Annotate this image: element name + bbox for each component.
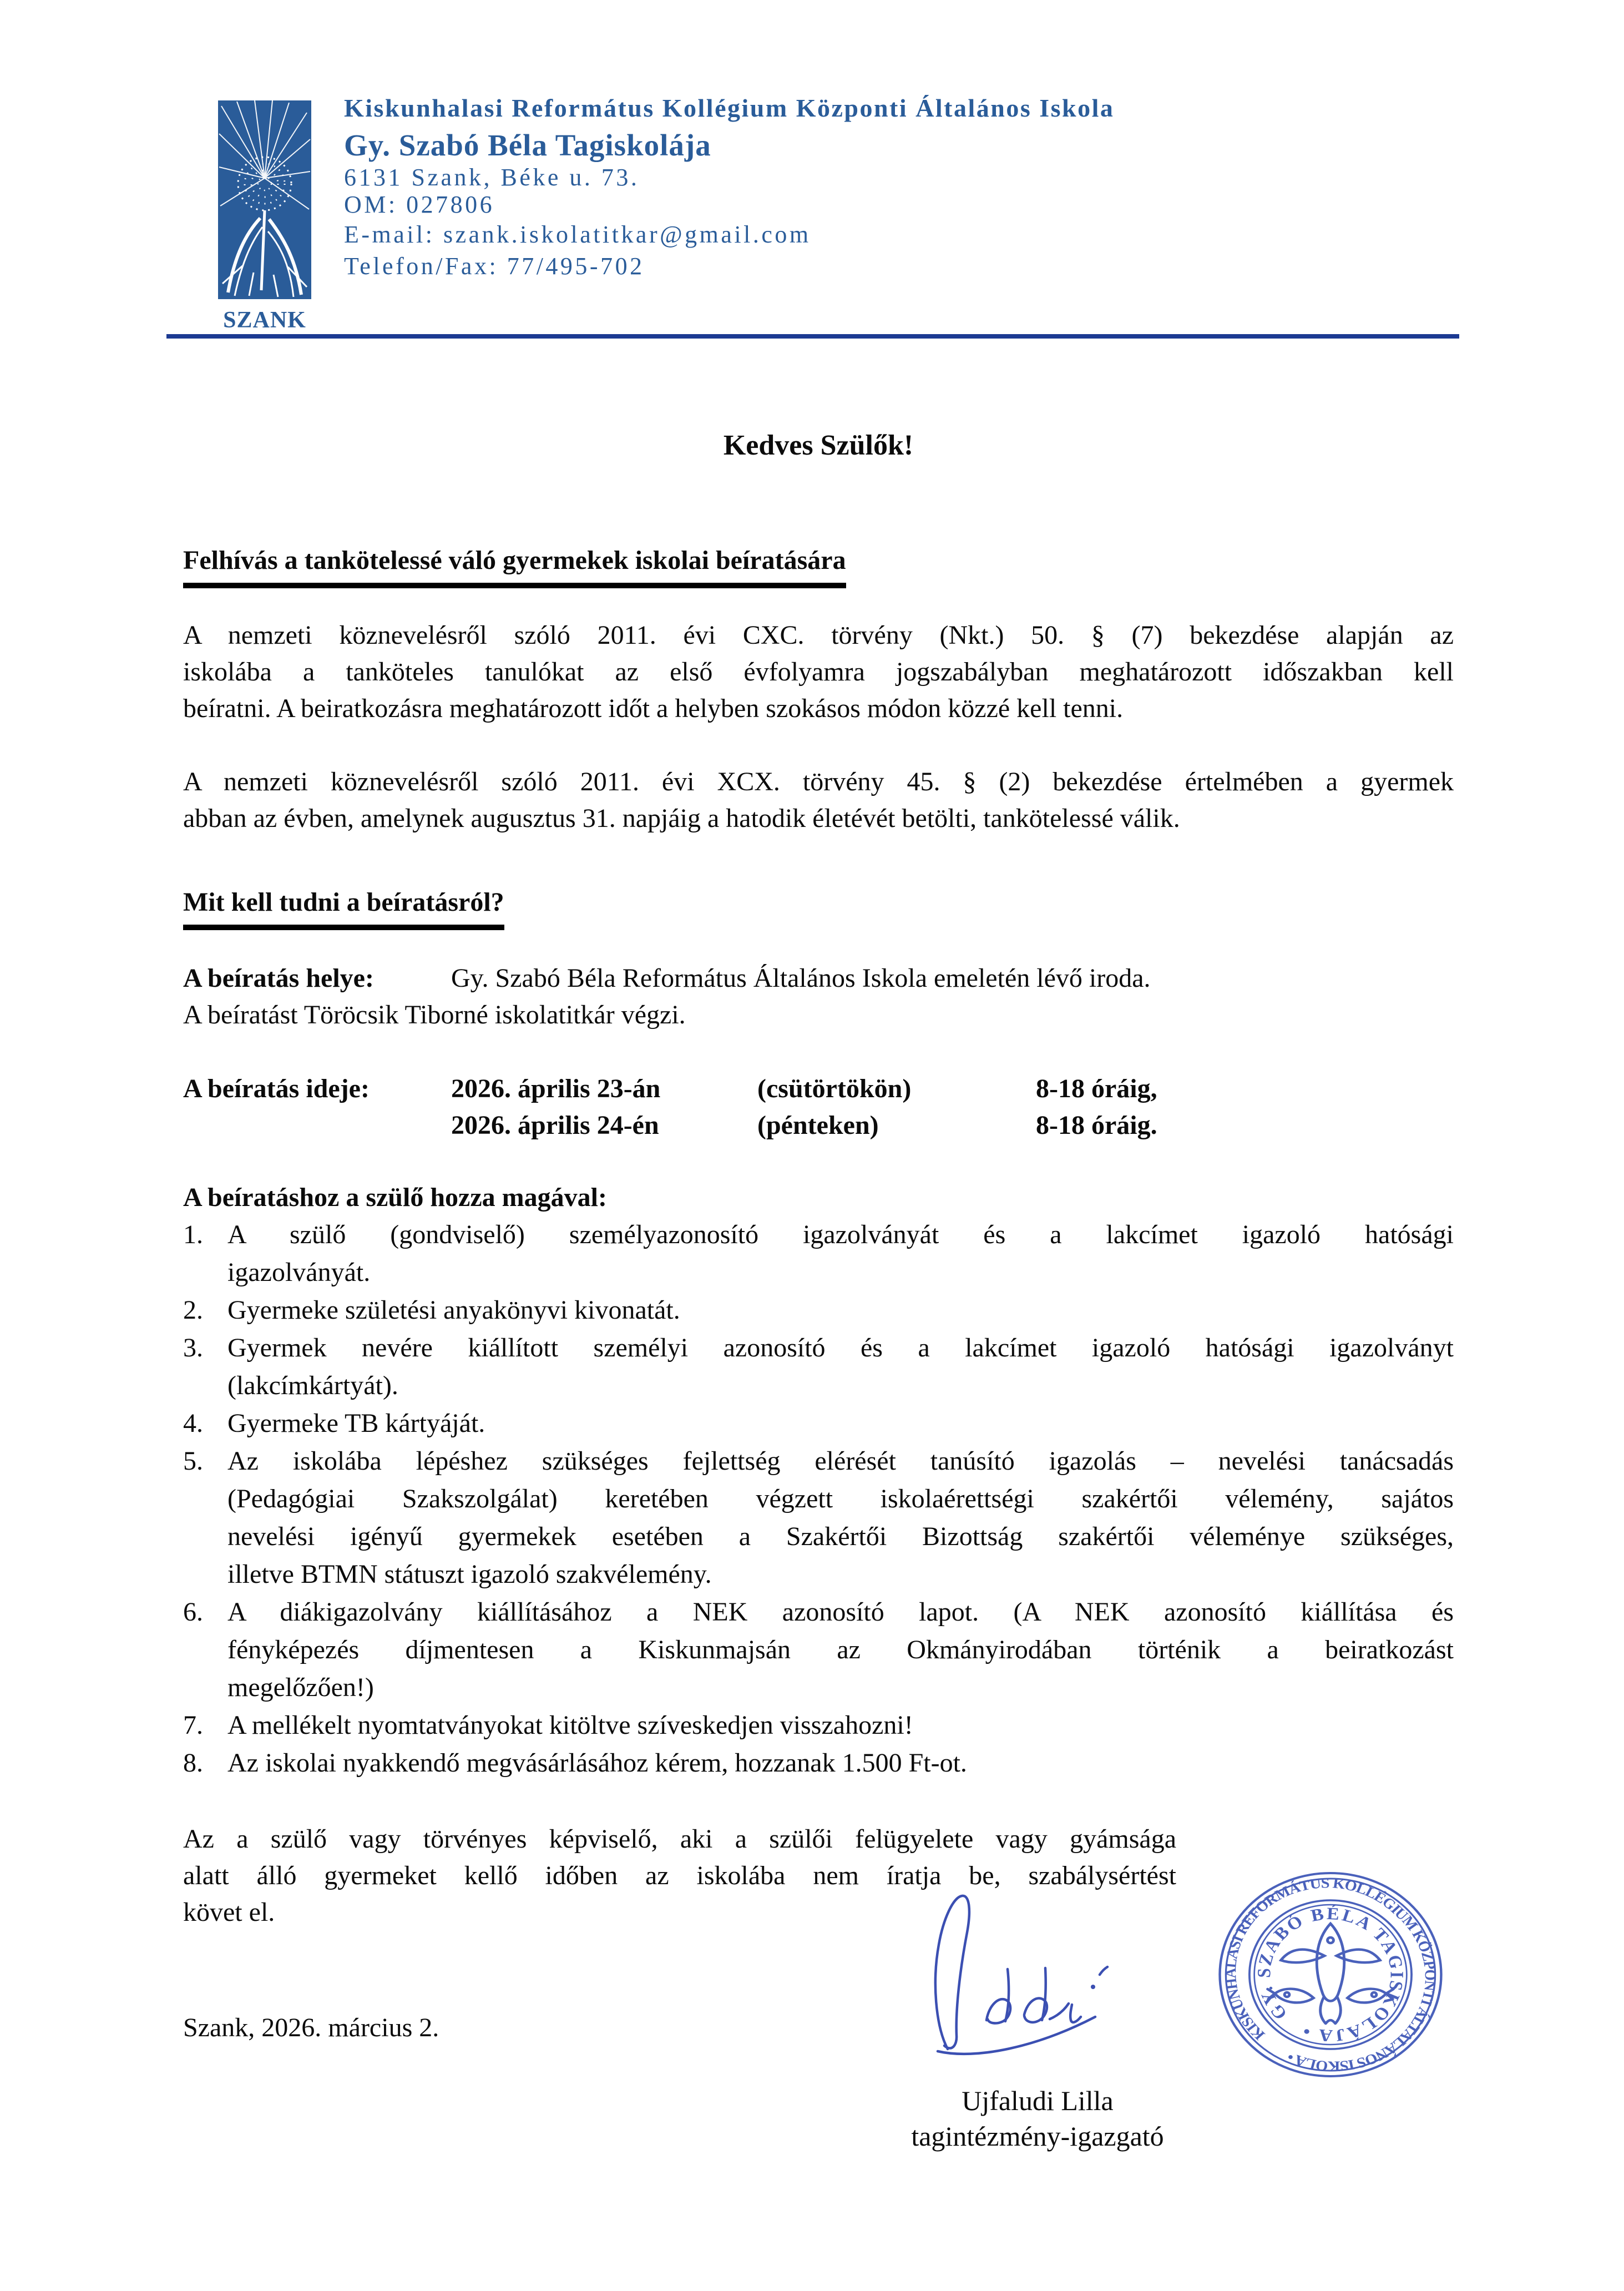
- schedule-date: 2026. április 23-án: [451, 1074, 661, 1103]
- text-line: (lakcímkártyát).: [227, 1371, 398, 1400]
- letterhead-divider: [166, 334, 1459, 339]
- list-item: [183, 1707, 1454, 1744]
- letterhead-email: E-mail: szank.iskolatitkar@gmail.com: [344, 221, 811, 248]
- text-line: igazolványát.: [227, 1258, 371, 1287]
- enrollment-schedule: [183, 1071, 1454, 1144]
- stamp-outer-text: KISKUNHALASI REFORMÁTUS KOLLÉGIUM KÖZPONTI ÁLTALÁNOS ISKOLA •: [1222, 1875, 1440, 2075]
- logo-caption: SZANK: [223, 307, 306, 333]
- schedule-hours: 8-18 óráig.: [1036, 1111, 1157, 1140]
- school-logo: [218, 100, 311, 332]
- signer-name: Ujfaludi Lilla: [962, 2085, 1114, 2116]
- text-line: Gyermeke születési anyakönyvi kivonatát.: [227, 1295, 680, 1325]
- list-item-number: 5.: [183, 1446, 203, 1476]
- list-item: [183, 1405, 1454, 1442]
- text-line: A nemzeti köznevelésről szóló 2011. évi XCX. törvény 45. § (2) bekezdése értelmében a gyermek: [183, 767, 1454, 796]
- heading-bring-with: A beíratáshoz a szülő hozza magával:: [183, 1183, 607, 1212]
- list-item: [183, 1329, 1454, 1405]
- letterhead-school-name: Kiskunhalasi Református Kollégium Központi Általános Iskola: [344, 94, 1115, 122]
- text-line: A nemzeti köznevelésről szóló 2011. évi CXC. törvény (Nkt.) 50. § (7) bekezdése alapján az: [183, 620, 1454, 650]
- text-line: abban az évben, amelynek augusztus 31. napjáig a hatodik életévét betölti, tankötelessé válik.: [183, 804, 1180, 833]
- letterhead-om-number: OM: 027806: [344, 191, 495, 218]
- list-item-number: 4.: [183, 1409, 203, 1438]
- list-item: [183, 1216, 1454, 1291]
- bring-items-list: [183, 1216, 1454, 1782]
- text-line: A mellékelt nyomtatványokat kitöltve szíveskedjen visszahozni!: [227, 1710, 913, 1740]
- text-line: iskolába a tanköteles tanulókat az első évfolyamra jogszabályban meghatározott időszakban kell: [183, 657, 1454, 687]
- schedule-label: A beíratás ideje:: [183, 1074, 370, 1103]
- text-line: beíratni. A beiratkozásra meghatározott időt a helyben szokásos módon közzé kell tenni.: [183, 694, 1124, 723]
- place-row: [183, 960, 1454, 997]
- schedule-day: (pénteken): [757, 1111, 879, 1140]
- schedule-date: 2026. április 24-én: [451, 1111, 659, 1140]
- text-line: illetve BTMN státuszt igazoló szakvélemény.: [227, 1560, 712, 1589]
- place-value: Gy. Szabó Béla Református Általános Iskola emeletén lévő iroda.: [451, 963, 1151, 993]
- dateline: Szank, 2026. március 2.: [183, 2013, 439, 2042]
- stamp-inner-text: GY. SZABÓ BÉLA TAGISKOLÁJA •: [1253, 1904, 1407, 2045]
- text-line: A szülő (gondviselő) személyazonosító igazolványát és a lakcímet igazoló hatósági: [227, 1220, 1454, 1249]
- heading-what-text: Mit kell tudni a beíratásról?: [183, 887, 504, 930]
- place-secretary-line: A beíratást Töröcsik Tiborné iskolatitkár végzi.: [183, 1000, 686, 1030]
- list-item: [183, 1744, 1454, 1782]
- heading-what-to-know: [183, 887, 504, 930]
- place-label: A beíratás helye:: [183, 963, 374, 993]
- schedule-row: [183, 1071, 1454, 1107]
- list-item-number: 7.: [183, 1710, 203, 1740]
- heading-call-text: Felhívás a tankötelessé váló gyermekek iskolai beíratására: [183, 545, 846, 588]
- text-line: követ el.: [183, 1898, 275, 1927]
- handwritten-signature: [904, 1887, 1126, 2059]
- text-line: Az iskolába lépéshez szükséges fejlettség elérését tanúsító igazolás – nevelési tanácsadás: [227, 1446, 1454, 1476]
- letterhead-branch-name: Gy. Szabó Béla Tagiskolája: [344, 128, 711, 162]
- heading-call-for-enrollment: [183, 545, 846, 588]
- dandelion-logo-icon: [218, 100, 311, 299]
- text-line: alatt álló gyermeket kellő időben az iskolába nem íratja be, szabálysértést: [183, 1861, 1176, 1890]
- salutation: Kedves Szülők!: [723, 430, 914, 461]
- letterhead-phone: Telefon/Fax: 77/495-702: [344, 253, 645, 280]
- schedule-row: [183, 1107, 1454, 1144]
- paragraph-law-xcx: [183, 764, 1454, 837]
- list-item: [183, 1442, 1454, 1593]
- list-item-number: 1.: [183, 1220, 203, 1249]
- text-line: Gyermeke TB kártyáját.: [227, 1409, 485, 1438]
- list-item: [183, 1291, 1454, 1329]
- text-line: Az a szülő vagy törvényes képviselő, aki a szülői felügyelete vagy gyámsága: [183, 1824, 1176, 1854]
- list-item-number: 3.: [183, 1333, 203, 1363]
- enrollment-place-block: [183, 960, 1454, 1033]
- signer-title: tagintézmény-igazgató: [911, 2121, 1164, 2152]
- text-line: Az iskolai nyakkendő megvásárlásához kérem, hozzanak 1.500 Ft-ot.: [227, 1748, 967, 1778]
- schedule-hours: 8-18 óráig,: [1036, 1074, 1157, 1103]
- paragraph-law-cxc: [183, 617, 1454, 727]
- list-item-number: 6.: [183, 1597, 203, 1627]
- list-item: [183, 1593, 1454, 1707]
- text-line: nevelési igényű gyermekek esetében a Szakértői Bizottság szakértői véleménye szükséges,: [227, 1522, 1454, 1551]
- list-item-number: 2.: [183, 1295, 203, 1325]
- text-line: fényképezés díjmentesen a Kiskunmajsán az Okmányirodában történik a beiratkozást: [227, 1635, 1454, 1664]
- letterhead-address: 6131 Szank, Béke u. 73.: [344, 164, 640, 191]
- text-line: A diákigazolvány kiállításához a NEK azonosító lapot. (A NEK azonosító kiállítása és: [227, 1597, 1454, 1627]
- list-item-number: 8.: [183, 1748, 203, 1778]
- text-line: Gyermek nevére kiállított személyi azonosító és a lakcímet igazoló hatósági igazolványt: [227, 1333, 1454, 1363]
- text-line: (Pedagógiai Szakszolgálat) keretében végzett iskolaérettségi szakértői vélemény, sajátos: [227, 1484, 1454, 1513]
- stamp-seal: [1213, 1866, 1448, 2083]
- schedule-day: (csütörtökön): [757, 1074, 912, 1103]
- text-line: megelőzően!): [227, 1673, 374, 1702]
